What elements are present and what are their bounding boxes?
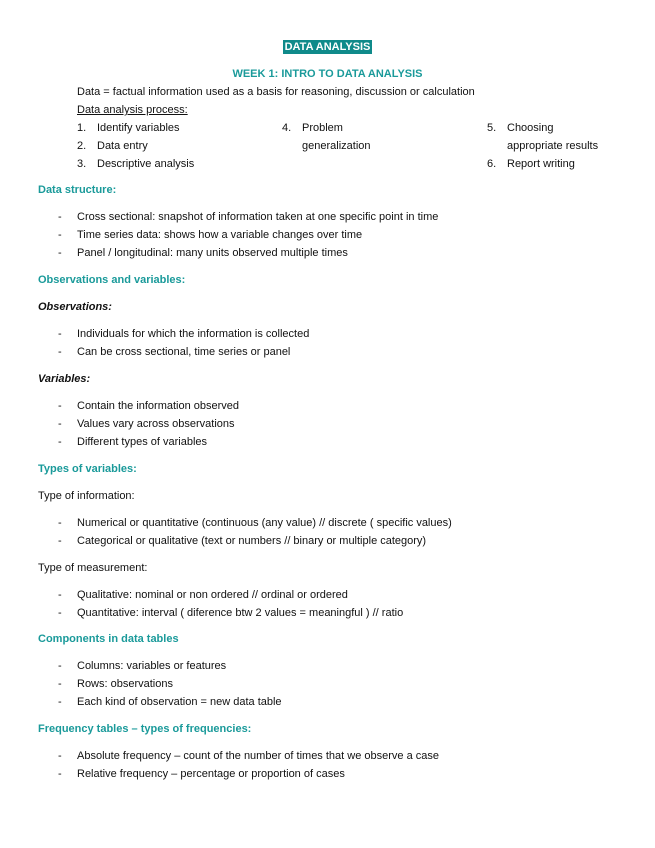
list-item: - Values vary across observations: [58, 418, 235, 430]
list-item: - Different types of variables: [58, 436, 208, 448]
list-item: - Each kind of observation = new data table: [58, 696, 282, 708]
info-label: Type of information:: [38, 490, 135, 502]
types-heading: Types of variables:: [38, 463, 137, 475]
process-step-2: 2. Data entry: [77, 140, 148, 152]
list-item: - Contain the information observed: [58, 400, 240, 412]
week-heading: WEEK 1: INTRO TO DATA ANALYSIS: [232, 68, 423, 80]
observations-heading: Observations:: [38, 301, 112, 313]
measure-label: Type of measurement:: [38, 562, 148, 574]
frequency-heading: Frequency tables – types of frequencies:: [38, 723, 252, 735]
data-structure-heading: Data structure:: [38, 184, 117, 196]
data-definition: Data = factual information used as a basis for reasoning, discussion or calculation: [77, 86, 475, 98]
components-heading: Components in data tables: [38, 633, 179, 645]
list-item: - Categorical or qualitative (text or numbers // binary or multiple category): [58, 535, 427, 547]
process-step-4-cont: generalization: [302, 140, 371, 152]
list-item: - Qualitative: nominal or non ordered // ordinal or ordered: [58, 589, 348, 601]
list-item: - Relative frequency – percentage or proportion of cases: [58, 768, 345, 780]
process-step-4: 4. Problem: [282, 122, 343, 134]
list-item: - Quantitative: interval ( diference btw 2 values = meaningful ) // ratio: [58, 607, 404, 619]
obs-vars-heading: Observations and variables:: [38, 274, 186, 286]
list-item: - Numerical or quantitative (continuous (any value) // discrete ( specific values): [58, 517, 452, 529]
process-step-3: 3. Descriptive analysis: [77, 158, 195, 170]
list-item: - Panel / longitudinal: many units observed multiple times: [58, 247, 348, 259]
list-item: - Cross sectional: snapshot of information taken at one specific point in time: [58, 211, 439, 223]
list-item: - Time series data: shows how a variable changes over time: [58, 229, 363, 241]
list-item: - Rows: observations: [58, 678, 173, 690]
document-title: DATA ANALYSIS: [284, 41, 371, 53]
list-item: - Can be cross sectional, time series or panel: [58, 346, 291, 358]
variables-heading: Variables:: [38, 373, 91, 385]
list-item: - Individuals for which the information is collected: [58, 328, 310, 340]
list-item: - Absolute frequency – count of the number of times that we observe a case: [58, 750, 439, 762]
process-step-5: 5. Choosing: [487, 122, 554, 134]
process-step-5-cont: appropriate results: [507, 140, 599, 152]
process-step-6: 6. Report writing: [487, 158, 575, 170]
list-item: - Columns: variables or features: [58, 660, 227, 672]
process-step-1: 1. Identify variables: [77, 122, 180, 134]
process-heading: Data analysis process:: [77, 104, 188, 116]
